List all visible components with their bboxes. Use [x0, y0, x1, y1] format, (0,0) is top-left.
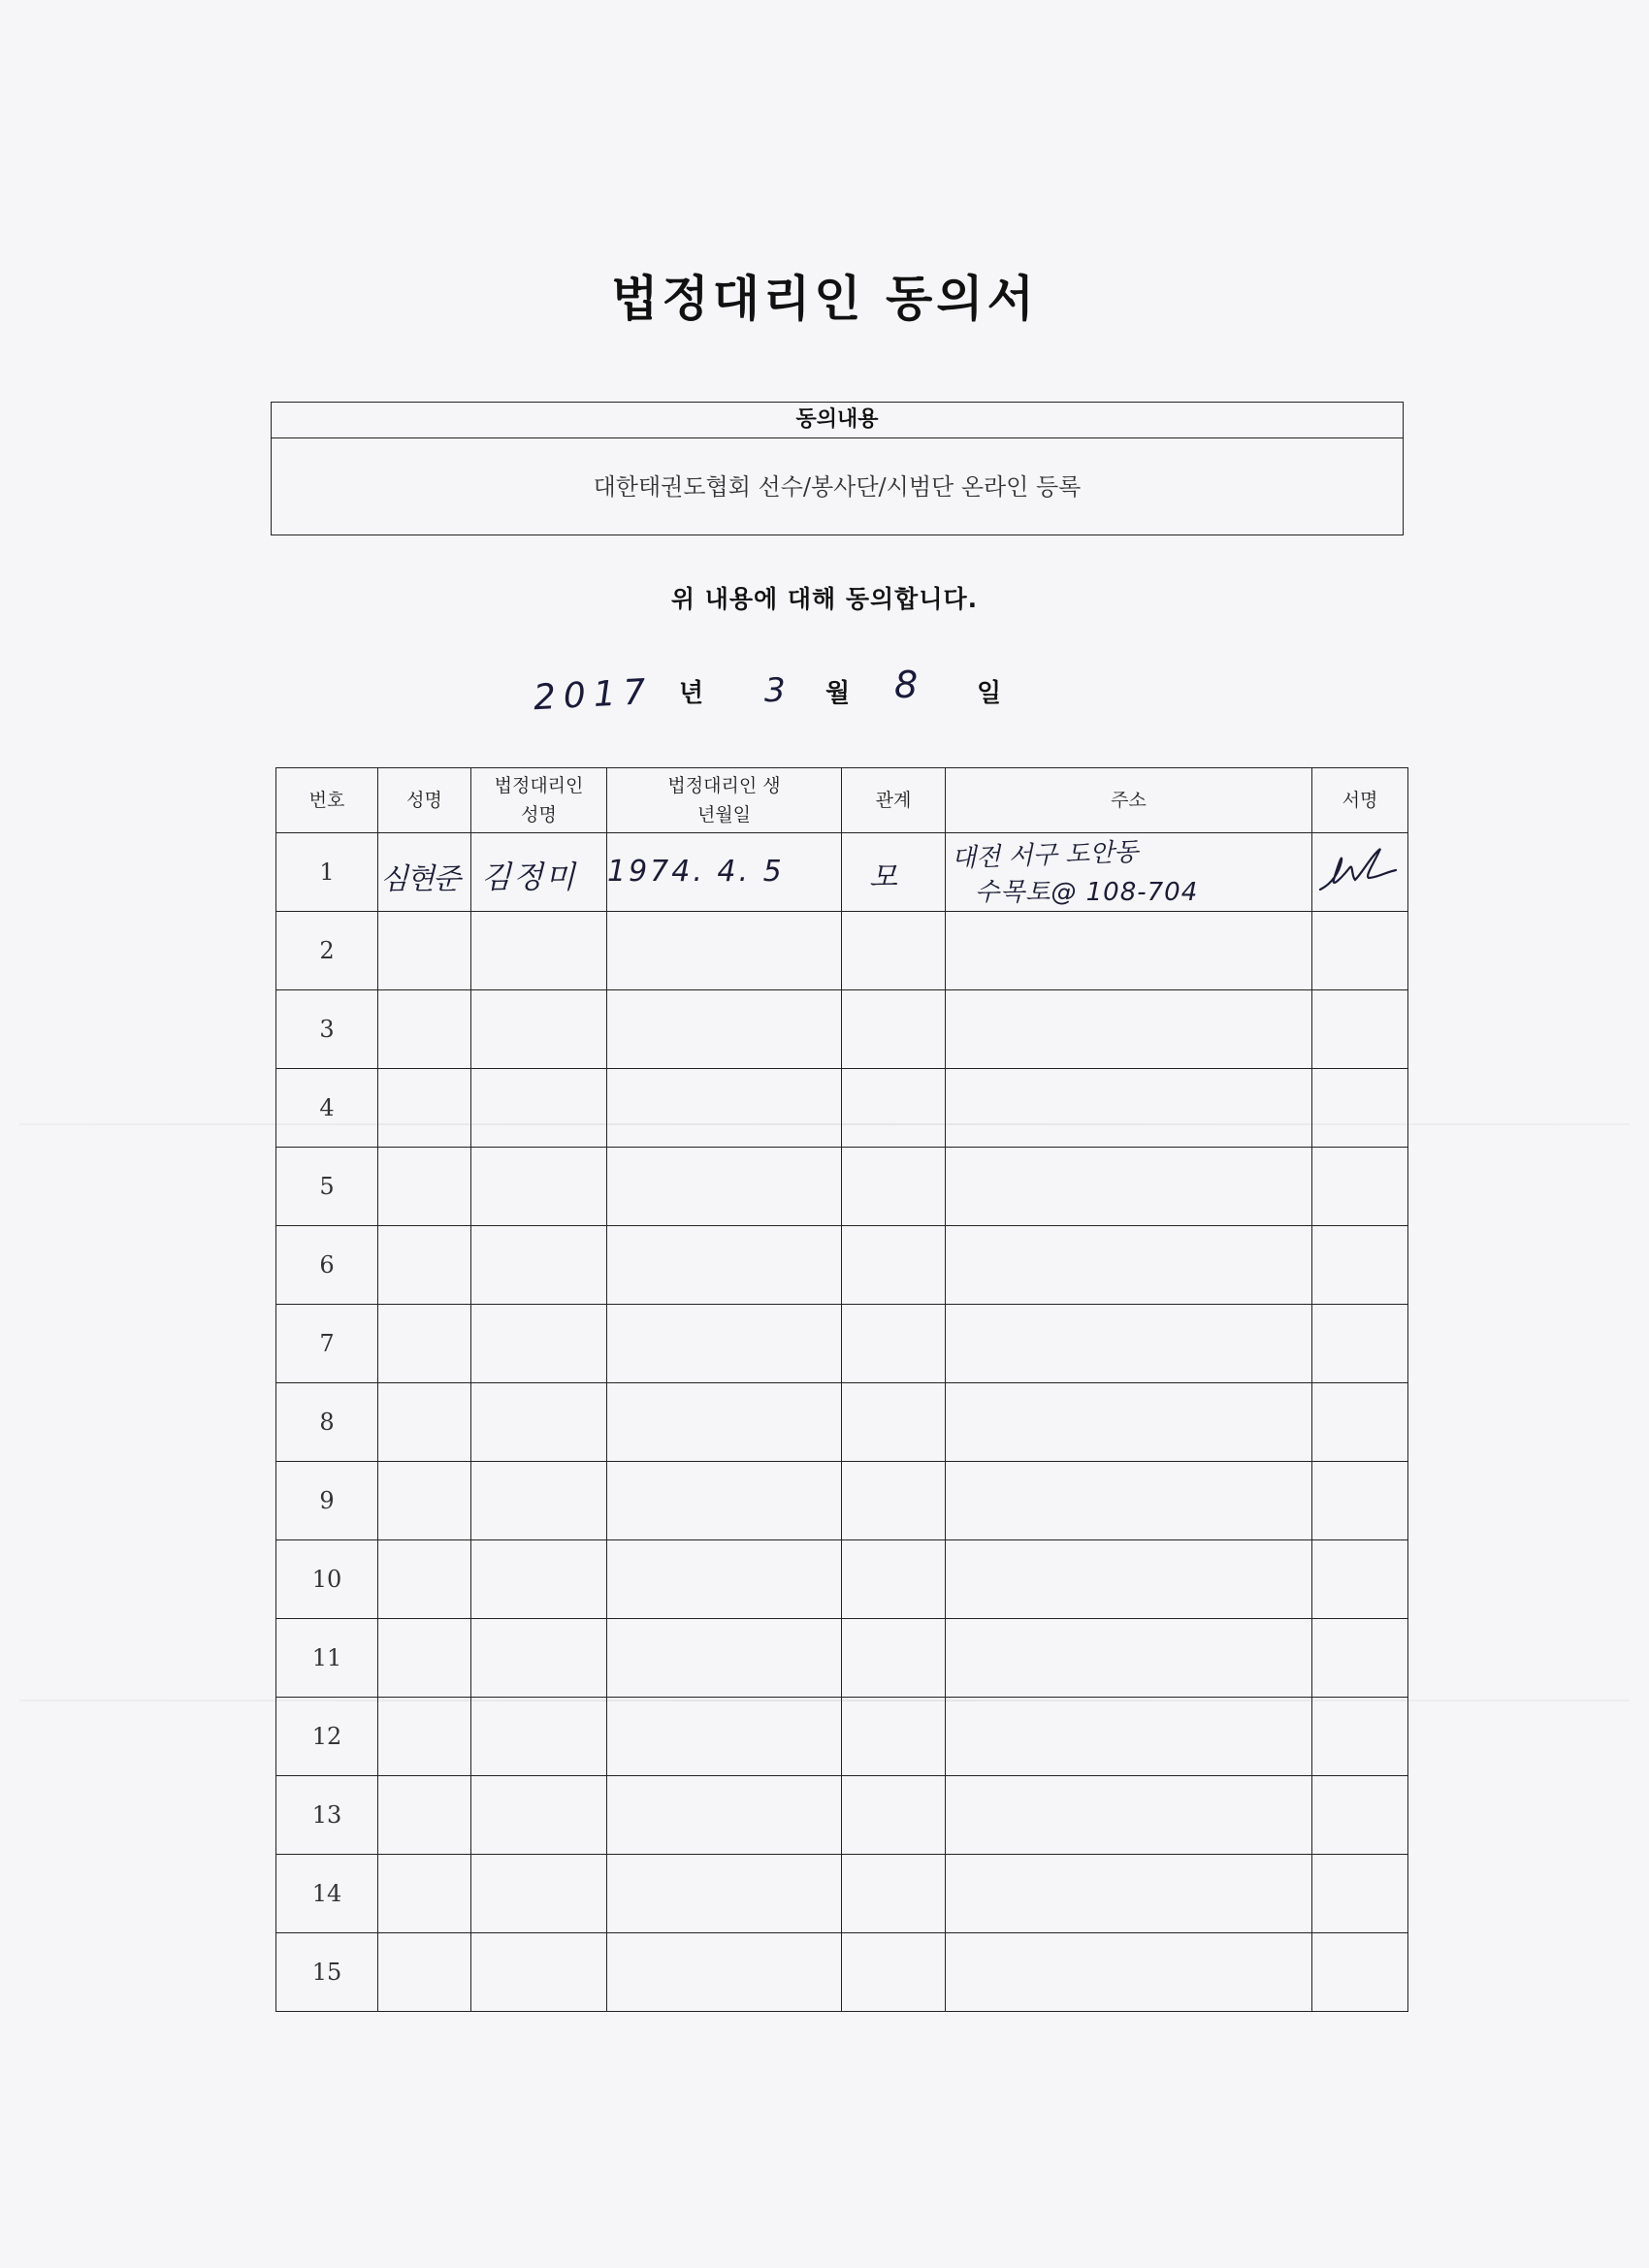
row-number: 1 [276, 833, 378, 912]
address-line-2: 수목토@ 108-704 [975, 878, 1199, 907]
table-row [276, 1383, 1408, 1462]
guardian-birth-cell[interactable] [607, 1776, 842, 1855]
student-name: 심현준 [380, 862, 459, 896]
date-year: 2017 [533, 671, 655, 719]
address-cell[interactable] [946, 912, 1312, 990]
row-number: 10 [276, 1540, 378, 1619]
date-row [0, 665, 1649, 724]
signature-cell[interactable] [1312, 1069, 1408, 1148]
row-number: 11 [276, 1619, 378, 1698]
table-row [276, 1226, 1408, 1305]
address-cell[interactable] [946, 1698, 1312, 1776]
row-number: 4 [276, 1069, 378, 1148]
student-name-cell[interactable] [378, 1226, 471, 1305]
relation-cell[interactable] [842, 1069, 946, 1148]
consent-body: 대한태권도협회 선수/봉사단/시범단 온라인 등록 [593, 473, 1082, 501]
row-number: 5 [276, 1148, 378, 1226]
student-name-cell[interactable] [378, 1855, 471, 1933]
address-cell[interactable] [946, 1462, 1312, 1540]
header-signature: 서명 [1312, 768, 1408, 833]
guardian-name-cell[interactable] [471, 1619, 607, 1698]
address-cell[interactable] [946, 1383, 1312, 1462]
header-no: 번호 [276, 768, 378, 833]
guardian-name: 김정미 [481, 859, 577, 895]
table-row [276, 833, 1408, 912]
guardian-birth-cell[interactable] [607, 1148, 842, 1226]
relation-cell[interactable] [842, 1305, 946, 1383]
student-name-cell[interactable] [378, 1148, 471, 1226]
guardian-birth-cell[interactable] [607, 1619, 842, 1698]
signature-cell[interactable] [1312, 1148, 1408, 1226]
header-address: 주소 [946, 768, 1312, 833]
guardian-birth-cell[interactable] [607, 1462, 842, 1540]
signature-cell[interactable] [1312, 1933, 1408, 2012]
signature-cell[interactable] [1312, 1305, 1408, 1383]
page-title: 법정대리인 동의서 [611, 271, 1038, 327]
consent-header: 동의내용 [272, 403, 1403, 438]
relation-cell[interactable] [842, 833, 946, 912]
date-day-unit: 일 [977, 679, 1002, 708]
guardian-name-cell[interactable] [471, 1305, 607, 1383]
row-number: 3 [276, 990, 378, 1069]
row-number: 13 [276, 1776, 378, 1855]
guardian-birth-cell[interactable] [607, 1933, 842, 2012]
student-name-cell[interactable] [378, 1540, 471, 1619]
table-row [276, 1933, 1408, 2012]
row-number: 14 [276, 1855, 378, 1933]
address-cell[interactable] [946, 1069, 1312, 1148]
handwritten-signature [1312, 833, 1408, 911]
guardian-name-cell[interactable] [471, 1776, 607, 1855]
address-cell[interactable] [946, 1226, 1312, 1305]
relation-cell[interactable] [842, 1855, 946, 1933]
date-month-unit: 월 [825, 679, 851, 708]
row-number: 15 [276, 1933, 378, 2012]
student-name-cell[interactable] [378, 1698, 471, 1776]
guardian-name-cell[interactable] [471, 1148, 607, 1226]
relation-cell[interactable] [842, 1383, 946, 1462]
address-line-1: 대전 서구 도안동 [951, 837, 1139, 874]
signature-cell[interactable] [1312, 1698, 1408, 1776]
table-row [276, 1069, 1408, 1148]
header-relation: 관계 [842, 768, 946, 833]
relation-cell[interactable] [842, 912, 946, 990]
table-row [276, 990, 1408, 1069]
header-guardian-birth: 법정대리인 생년월일 [607, 768, 842, 833]
signature-cell[interactable] [1312, 1540, 1408, 1619]
guardian-name-cell[interactable] [471, 1383, 607, 1462]
guardian-birth-cell[interactable] [607, 1069, 842, 1148]
guardian-birth-cell[interactable] [607, 1698, 842, 1776]
table-row [276, 1619, 1408, 1698]
address-cell[interactable] [946, 990, 1312, 1069]
address-cell[interactable] [946, 1619, 1312, 1698]
table-row [276, 912, 1408, 990]
relation-cell[interactable] [842, 1619, 946, 1698]
student-name-cell[interactable] [378, 1383, 471, 1462]
relation-cell[interactable] [842, 1148, 946, 1226]
table-row [276, 1698, 1408, 1776]
guardian-name-cell[interactable] [471, 1462, 607, 1540]
address-cell[interactable] [946, 1855, 1312, 1933]
signature-cell[interactable] [1312, 912, 1408, 990]
address-cell[interactable] [946, 1305, 1312, 1383]
student-name-cell[interactable] [378, 1305, 471, 1383]
relation-cell[interactable] [842, 1698, 946, 1776]
address-cell[interactable] [946, 1933, 1312, 2012]
guardian-name-cell[interactable] [471, 1540, 607, 1619]
guardian-birth: 1974. 4. 5 [607, 855, 785, 889]
signature-cell[interactable] [1312, 1226, 1408, 1305]
student-name-cell[interactable] [378, 1776, 471, 1855]
signature-cell[interactable] [1312, 833, 1408, 912]
date-month: 3 [764, 671, 786, 710]
consent-box [271, 402, 1404, 535]
guardian-birth-cell[interactable] [607, 1383, 842, 1462]
table-header-row [276, 768, 1408, 833]
guardian-name-cell[interactable] [471, 990, 607, 1069]
guardian-name-cell[interactable] [471, 833, 607, 912]
guardian-birth-cell[interactable] [607, 1305, 842, 1383]
address-cell[interactable] [946, 1540, 1312, 1619]
signature-table [275, 767, 1408, 2012]
header-guardian-name: 법정대리인 성명 [471, 768, 607, 833]
relation-cell[interactable] [842, 990, 946, 1069]
guardian-birth-cell[interactable] [607, 990, 842, 1069]
guardian-birth-cell[interactable] [607, 1540, 842, 1619]
address-cell[interactable] [946, 1776, 1312, 1855]
address-cell[interactable] [946, 833, 1312, 912]
student-name-cell[interactable] [378, 1933, 471, 2012]
student-name-cell[interactable] [378, 833, 471, 912]
student-name-cell[interactable] [378, 1619, 471, 1698]
signature-cell[interactable] [1312, 1619, 1408, 1698]
table-row [276, 1148, 1408, 1226]
guardian-name-cell[interactable] [471, 1698, 607, 1776]
student-name-cell[interactable] [378, 990, 471, 1069]
guardian-birth-cell[interactable] [607, 912, 842, 990]
student-name-cell[interactable] [378, 1462, 471, 1540]
table-row [276, 1855, 1408, 1933]
relation-cell[interactable] [842, 1776, 946, 1855]
relation-cell[interactable] [842, 1462, 946, 1540]
row-number: 2 [276, 912, 378, 990]
table-row [276, 1776, 1408, 1855]
signature-cell[interactable] [1312, 1383, 1408, 1462]
signature-cell[interactable] [1312, 1855, 1408, 1933]
guardian-name-cell[interactable] [471, 1933, 607, 2012]
guardian-name-cell[interactable] [471, 1226, 607, 1305]
relation-cell[interactable] [842, 1226, 946, 1305]
relation-cell[interactable] [842, 1540, 946, 1619]
signature-cell[interactable] [1312, 1776, 1408, 1855]
student-name-cell[interactable] [378, 1069, 471, 1148]
agree-statement: 위 내용에 대해 동의합니다. [670, 585, 979, 613]
student-name-cell[interactable] [378, 912, 471, 990]
guardian-birth-cell[interactable] [607, 833, 842, 912]
relation-cell[interactable] [842, 1933, 946, 2012]
guardian-name-cell[interactable] [471, 912, 607, 990]
relation: 모 [869, 860, 897, 894]
guardian-name-cell[interactable] [471, 1855, 607, 1933]
table-row [276, 1305, 1408, 1383]
date-year-unit: 년 [679, 679, 704, 708]
table-row [276, 1540, 1408, 1619]
signature-cell[interactable] [1312, 1462, 1408, 1540]
header-name: 성명 [378, 768, 471, 833]
signature-cell[interactable] [1312, 990, 1408, 1069]
table-row [276, 1462, 1408, 1540]
row-number: 6 [276, 1226, 378, 1305]
row-number: 7 [276, 1305, 378, 1383]
row-number: 12 [276, 1698, 378, 1776]
guardian-name-cell[interactable] [471, 1069, 607, 1148]
row-number: 8 [276, 1383, 378, 1462]
guardian-birth-cell[interactable] [607, 1855, 842, 1933]
address-cell[interactable] [946, 1148, 1312, 1226]
date-day: 8 [894, 664, 919, 706]
row-number: 9 [276, 1462, 378, 1540]
guardian-birth-cell[interactable] [607, 1226, 842, 1305]
